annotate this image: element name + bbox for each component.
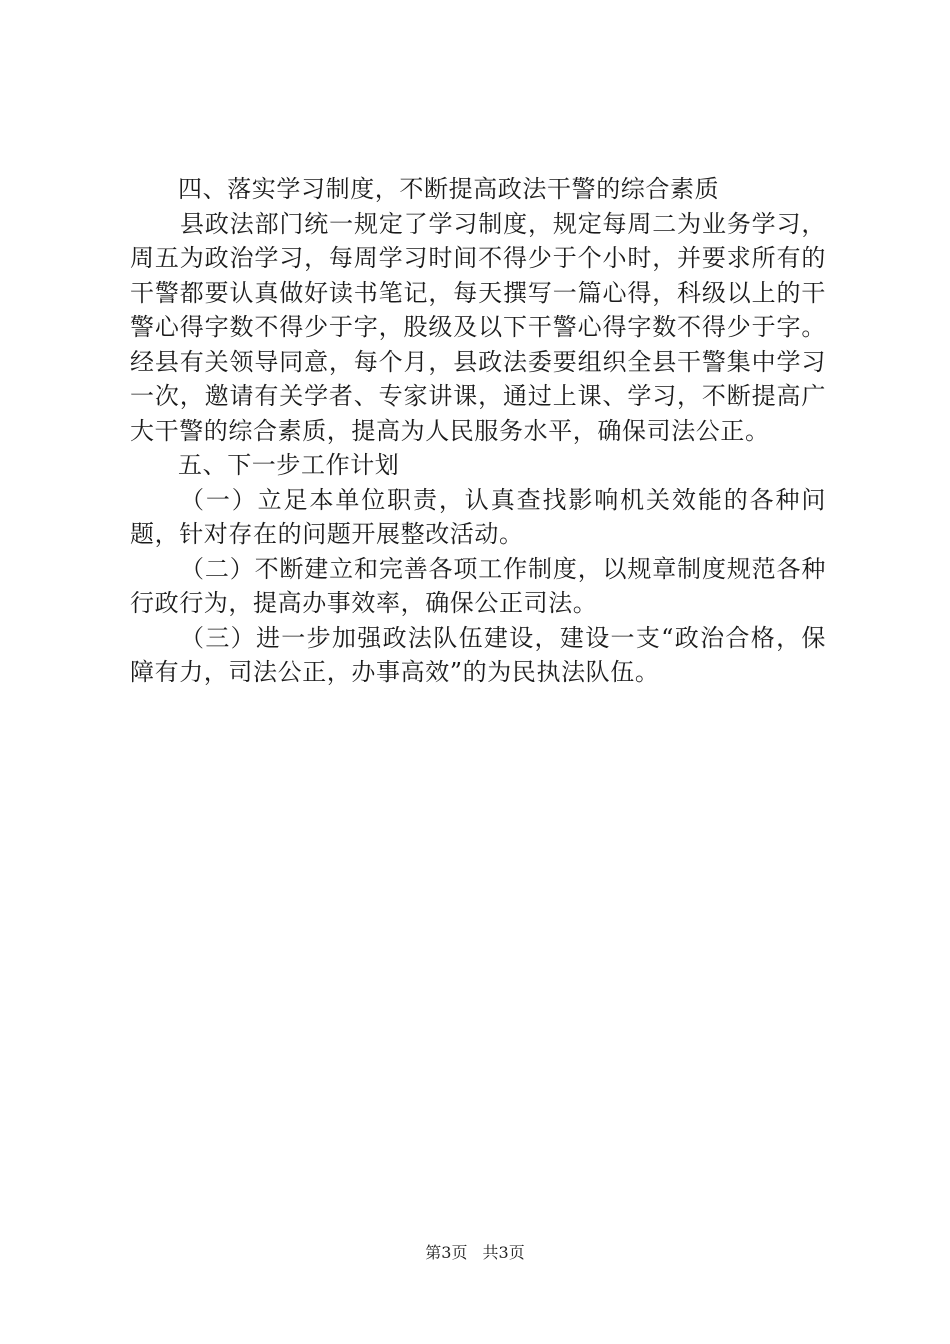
section-heading-5: 五、下一步工作计划 [178,451,400,479]
section-heading-4: 四、落实学习制度，不断提高政法干警的综合素质 [178,175,720,203]
page-number: 第3页 [425,1243,468,1262]
plan-item-2: （二）不断建立和完善各项工作制度，以规章制度规范各种行政行为，提高办事效率，确保公正司法。 [130,554,826,617]
plan-item-3: （三）进一步加强政法队伍建设，建设一支“政治合格，保障有力，司法公正，办事高效”的为民执法队伍。 [130,623,826,686]
page-footer [0,1243,950,1263]
paragraph-study-system: 县政法部门统一规定了学习制度，规定每周二为业务学习，周五为政治学习，每周学习时间不得少于个小时，并要求所有的干警都要认真做好读书笔记，每天撰写一篇心得，科级以上的干警心得字数不得少于字，股级及以下干警心得字数不得少于字。经县有关领导同意，每个月，县政法委要组织全县干警集中学习一次，邀请有关学者、专家讲课，通过上课、学习，不断提高广大干警的综合素质，提高为人民服务水平，确保司法公正。 [130,209,826,445]
page-total: 共3页 [482,1243,525,1262]
plan-item-1: （一）立足本单位职责，认真查找影响机关效能的各种问题，针对存在的问题开展整改活动。 [130,485,826,548]
document-body [130,172,826,690]
